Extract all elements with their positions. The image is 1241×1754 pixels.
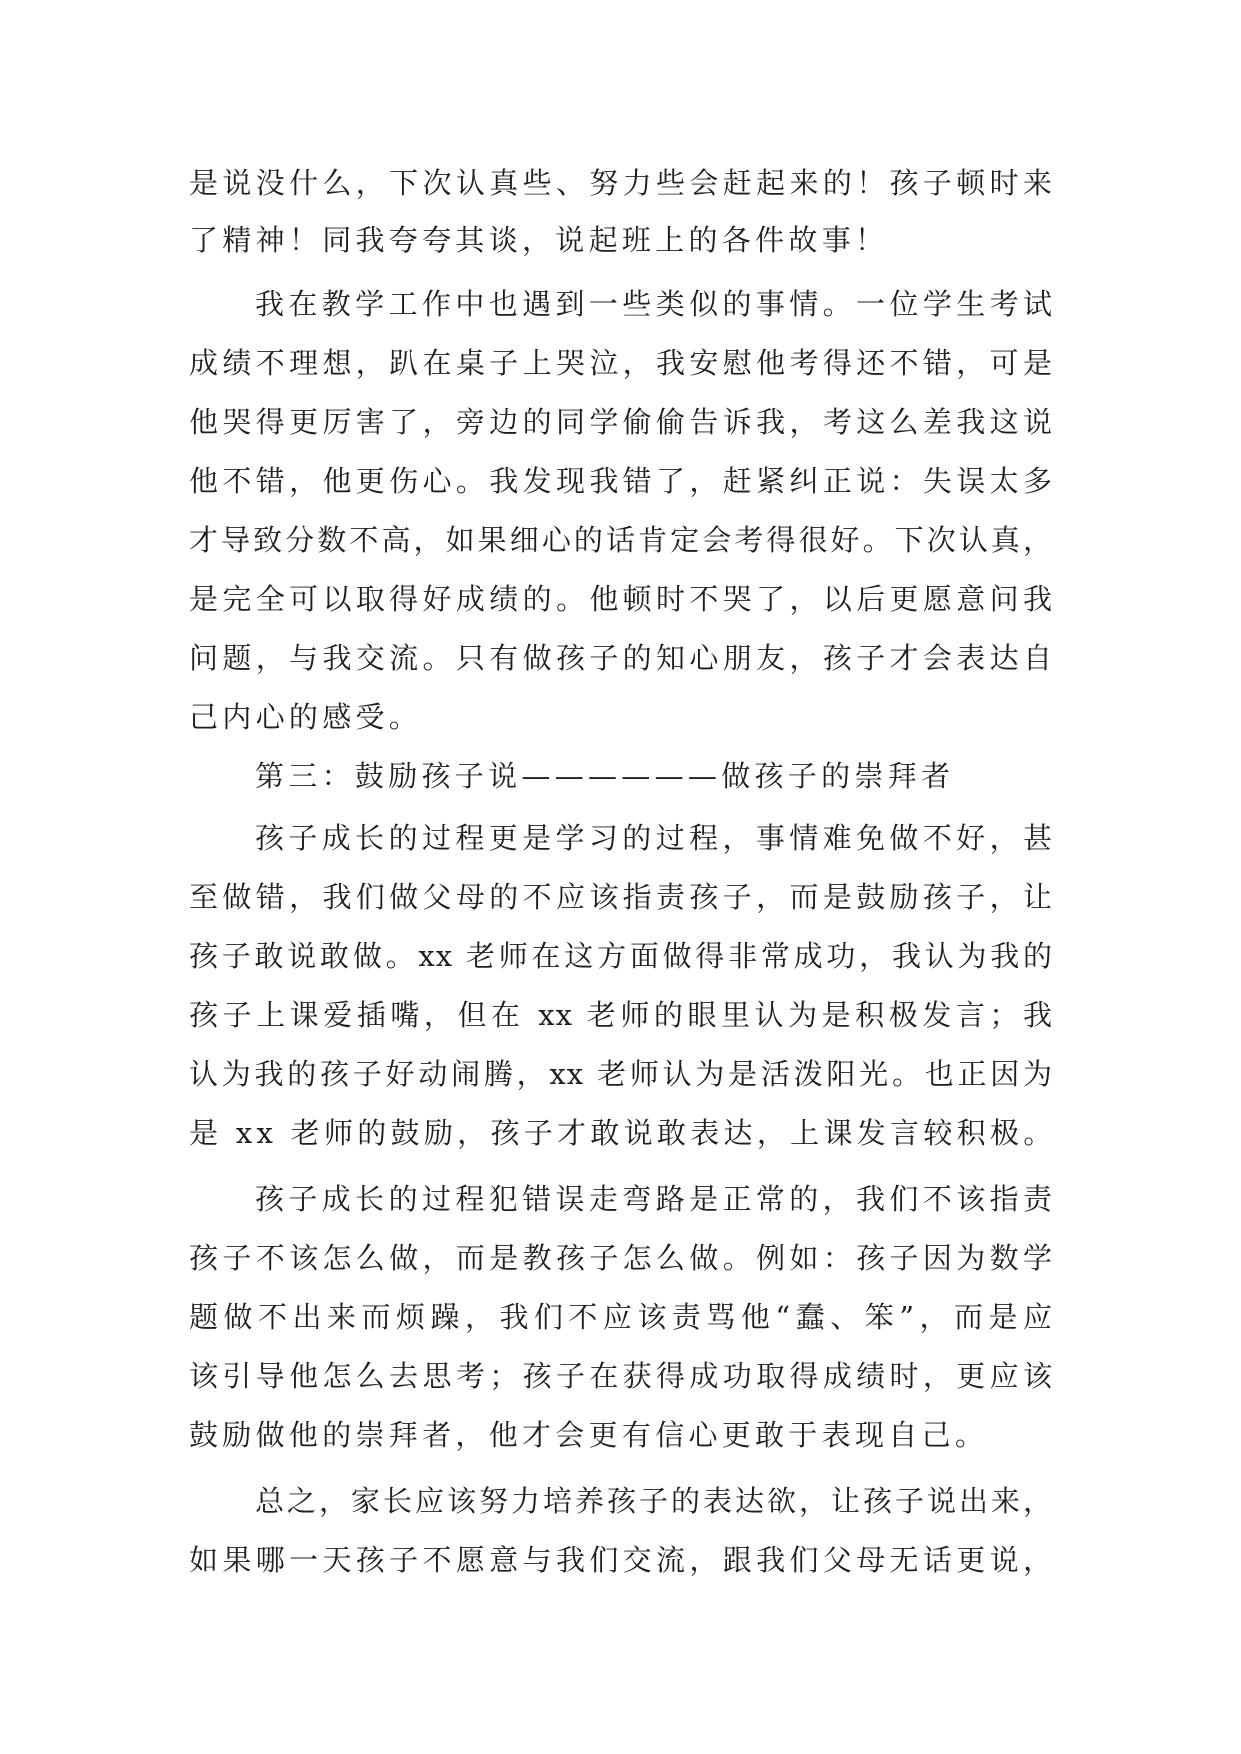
text-line: 我在教学工作中也遇到一些类似的事情。一位学生考试 xyxy=(255,287,1053,321)
text-line: 如果哪一天孩子不愿意与我们交流，跟我们父母无话更说， xyxy=(189,1543,1053,1577)
text-line: 总之，家长应该努力培养孩子的表达欲，让孩子说出来， xyxy=(255,1484,1053,1518)
text-line: 题做不出来而烦躁，我们不应该责骂他“蠢、笨”，而是应 xyxy=(189,1300,1053,1334)
text-line: 他哭得更厉害了，旁边的同学偷偷告诉我，考这么差我这说 xyxy=(189,405,1053,439)
text-line: 孩子成长的过程更是学习的过程，事情难免做不好，甚 xyxy=(255,821,1053,855)
text-line: 鼓励做他的崇拜者，他才会更有信心更敢于表现自己。 xyxy=(189,1418,989,1452)
text-line: 孩子成长的过程犯错误走弯路是正常的，我们不该指责 xyxy=(255,1182,1053,1216)
text-line: 至做错，我们做父母的不应该指责孩子，而是鼓励孩子，让 xyxy=(189,880,1053,914)
text-line: 己内心的感受。 xyxy=(189,700,423,734)
text-line: 了精神！同我夸夸其谈，说起班上的各件故事！ xyxy=(189,223,889,257)
text-line: 是说没什么，下次认真些、努力些会赶起来的！孩子顿时来 xyxy=(189,166,1053,200)
text-line: 该引导他怎么去思考；孩子在获得成功取得成绩时，更应该 xyxy=(189,1359,1053,1393)
text-line: 才导致分数不高，如果细心的话肯定会考得很好。下次认真， xyxy=(189,523,1053,557)
text-line: 孩子敢说敢做。xx 老师在这方面做得非常成功，我认为我的 xyxy=(189,939,1053,973)
text-line: 孩子不该怎么做，而是教孩子怎么做。例如：孩子因为数学 xyxy=(189,1241,1053,1275)
text-line: 认为我的孩子好动闹腾，xx 老师认为是活泼阳光。也正因为 xyxy=(189,1057,1053,1091)
text-line: 孩子上课爱插嘴，但在 xx 老师的眼里认为是积极发言；我 xyxy=(189,998,1053,1032)
text-line: 成绩不理想，趴在桌子上哭泣，我安慰他考得还不错，可是 xyxy=(189,346,1053,380)
text-line: 问题，与我交流。只有做孩子的知心朋友，孩子才会表达自 xyxy=(189,641,1053,675)
text-line: 他不错，他更伤心。我发现我错了，赶紧纠正说：失误太多 xyxy=(189,464,1053,498)
heading-line: 第三：鼓励孩子说——————做孩子的崇拜者 xyxy=(255,759,955,793)
text-line: 是完全可以取得好成绩的。他顿时不哭了，以后更愿意问我 xyxy=(189,582,1053,616)
text-line: 是 xx 老师的鼓励，孩子才敢说敢表达，上课发言较积极。 xyxy=(189,1116,1057,1150)
